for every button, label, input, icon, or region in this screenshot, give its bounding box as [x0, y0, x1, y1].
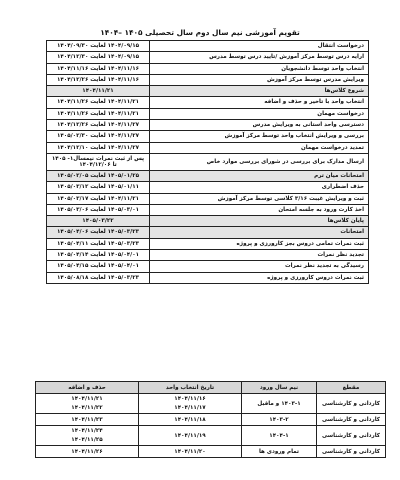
- level-cell: کاردانی و کارشناسی: [317, 394, 386, 414]
- date-cell: ۱۴۰۴/۱۱/۱۶ لغایت ۱۴۰۴/۱۱/۱۶: [47, 63, 150, 74]
- add-drop-cell: [36, 394, 139, 414]
- entry-cell: تمام ورودی ها: [242, 446, 317, 458]
- date-cell: ۱۴۰۵/۰۳/۲۳ لغایت ۱۴۰۵/۰۴/۱۱: [47, 238, 150, 249]
- selection-cell: ۱۴۰۴/۱۱/۲۰: [139, 446, 242, 458]
- activity-cell: ارایه درس توسط مرکز آموزش /تایید درس توسط مدرس: [150, 52, 369, 63]
- activity-cell: ثبت و ویرایش غیبت ۳/۱۶ کلاسی توسط مرکز آموزش: [150, 193, 369, 204]
- entry-cell: ۱۴۰۴-۱: [242, 426, 317, 446]
- table-row: [36, 394, 386, 414]
- calendar-row: [47, 193, 369, 204]
- date-cell: ۱۴۰۵/۰۱/۲۵ لغایت ۱۴۰۵/۰۲/۰۵: [47, 170, 150, 181]
- calendar-row: [47, 170, 369, 181]
- add-drop-date-second: ۱۴۰۴/۱۱/۲۲: [71, 404, 103, 411]
- activity-cell: امتحانات میان ترم: [150, 170, 369, 181]
- calendar-row: [47, 97, 369, 108]
- header-row: [36, 382, 386, 394]
- selection-date-second: ۱۴۰۴/۱۱/۱۷: [174, 404, 206, 411]
- level-cell: کاردانی و کارشناسی: [317, 414, 386, 426]
- calendar-table: [46, 40, 369, 284]
- calendar-row: [47, 261, 369, 272]
- add-drop-cell: ۱۴۰۴/۱۱/۲۶: [36, 446, 139, 458]
- date-cell: ۱۴۰۵/۰۳/۲۲: [47, 216, 150, 227]
- activity-cell: دسترسی واحد استانی به ویرایش مدرس: [150, 120, 369, 131]
- activity-cell: پایان کلاس‌ها: [150, 216, 369, 227]
- calendar-row: [47, 216, 369, 227]
- date-cell: ۱۴۰۵/۰۱/۱۱ لغایت ۱۴۰۵/۰۳/۱۲: [47, 182, 150, 193]
- activity-cell: حذف اضطراری: [150, 182, 369, 193]
- selection-cell: ۱۴۰۴/۱۱/۱۸: [139, 414, 242, 426]
- date-cell: ۱۴۰۵/۰۳/۲۳ لغایت ۱۴۰۵/۰۸/۱۸: [47, 272, 150, 283]
- level-cell: کاردانی و کارشناسی: [317, 426, 386, 446]
- date-cell: ۱۴۰۴/۰۹/۱۵ لغایت ۱۴۰۴/۱۲/۳۰: [47, 52, 150, 63]
- calendar-row: [47, 108, 369, 119]
- activity-cell: رسیدگی به تجدید نظر نمرات: [150, 261, 369, 272]
- calendar-row: [47, 182, 369, 193]
- calendar-row: [47, 204, 369, 215]
- add-drop-date: ۱۴۰۴/۱۱/۲۴: [71, 427, 103, 434]
- calendar-row: [47, 120, 369, 131]
- date-cell: ۱۴۰۵/۰۳/۰۱ لغایت ۱۴۰۵/۰۳/۰۶: [47, 204, 150, 215]
- activity-cell: ارسال مدارک برای بررسی در شورای بررسی موارد خاص: [150, 153, 369, 170]
- activity-cell: تمدید درخواست مهمان: [150, 142, 369, 153]
- header-level: مقطع: [317, 382, 386, 394]
- calendar-row: [47, 250, 369, 261]
- activity-cell: انتخاب واحد توسط دانشجویان: [150, 63, 369, 74]
- activity-cell: اخذ کارت ورود به جلسه امتحان: [150, 204, 369, 215]
- table-row: [36, 426, 386, 446]
- calendar-table-body: [47, 41, 369, 284]
- selection-cell: ۱۴۰۴/۱۱/۱۹: [139, 426, 242, 446]
- calendar-row: [47, 142, 369, 153]
- activity-cell: درخواست مهمان: [150, 108, 369, 119]
- activity-cell: ثبت نمرات دروس کارورزی و پروژه: [150, 272, 369, 283]
- add-drop-cell: ۱۴۰۴/۱۱/۲۳: [36, 414, 139, 426]
- table-row: [36, 446, 386, 458]
- activity-cell: بررسی و ویرایش انتخاب واحد توسط مرکز آموزش: [150, 131, 369, 142]
- calendar-row: [47, 41, 369, 52]
- date-cell: ۱۴۰۴/۱۱/۲۱ لغایت ۱۴۰۴/۱۱/۲۶: [47, 108, 150, 119]
- header-add-drop: حذف و اضافه: [36, 382, 139, 394]
- calendar-row: [47, 272, 369, 283]
- date-cell: ۱۴۰۴/۱۱/۲۷ لغایت ۱۴۰۴/۱۲/۲۶: [47, 120, 150, 131]
- activity-cell: ثبت نمرات تمامی دروس بجز کارورزی و پروژه: [150, 238, 369, 249]
- date-cell: ۱۴۰۴/۱۱/۲۱ لغایت ۱۴۰۵/۰۳/۱۷: [47, 193, 150, 204]
- calendar-row: [47, 86, 369, 97]
- calendar-row: [47, 52, 369, 63]
- selection-cell: [139, 394, 242, 414]
- date-cell: ۱۴۰۴/۱۱/۲۷ لغایت ۱۴۰۴/۱۲/۱۰: [47, 142, 150, 153]
- add-drop-cell: [36, 426, 139, 446]
- date-cell: ۱۴۰۴/۱۱/۲۱ لغایت ۱۴۰۴/۱۱/۲۶: [47, 97, 150, 108]
- date-cell: ۱۴۰۵/۰۴/۰۱ لغایت ۱۴۰۵/۰۴/۱۵: [47, 261, 150, 272]
- add-drop-date-second: ۱۴۰۴/۱۱/۲۵: [71, 436, 103, 443]
- calendar-title: تقویم آموزشی نیم سال دوم سال تحصیلی ۱۴۰۵ –۱۴۰۴: [100, 28, 300, 37]
- calendar-row: [47, 227, 369, 238]
- course-selection-table: [35, 381, 386, 458]
- date-cell: ۱۴۰۴/۱۱/۲۷ لغایت ۱۴۰۵/۰۲/۳۰: [47, 131, 150, 142]
- activity-cell: امتحانات: [150, 227, 369, 238]
- date-cell: ۱۴۰۴/۰۹/۱۵ لغایت ۱۴۰۴/۰۹/۳۰: [47, 41, 150, 52]
- calendar-row: [47, 153, 369, 170]
- entry-cell: ۱۴۰۳-۱ و ماقبل: [242, 394, 317, 414]
- selection-date: ۱۴۰۴/۱۱/۱۶: [174, 395, 206, 402]
- date-cell: ۱۴۰۴/۱۱/۲۱: [47, 86, 150, 97]
- activity-cell: درخواست انتقال: [150, 41, 369, 52]
- header-selection-date: تاریخ انتخاب واحد: [139, 382, 242, 394]
- date-cell: ۱۴۰۵/۰۳/۲۳ لغایت ۱۴۰۵/۰۴/۰۶: [47, 227, 150, 238]
- activity-cell: شروع کلاس‌ها: [150, 86, 369, 97]
- activity-cell: انتخاب واحد با تاخیر و حذف و اضافه: [150, 97, 369, 108]
- date-cell: پس از ثبت نمرات نیمسال۱- ۱۴۰۵ تا ۱۴۰۴/۱۲/۰۶: [47, 153, 150, 170]
- date-cell: ۱۴۰۵/۰۴/۰۱ لغایت ۱۴۰۵/۰۴/۱۴: [47, 250, 150, 261]
- level-cell: کاردانی و کارشناسی: [317, 446, 386, 458]
- calendar-row: [47, 74, 369, 85]
- table-row: [36, 414, 386, 426]
- entry-cell: ۱۴۰۳-۲: [242, 414, 317, 426]
- add-drop-date: ۱۴۰۴/۱۱/۲۱: [71, 395, 103, 402]
- header-entry-term: نیم سال ورود: [242, 382, 317, 394]
- calendar-row: [47, 131, 369, 142]
- calendar-row: [47, 238, 369, 249]
- course-selection-body: [36, 394, 386, 458]
- date-cell: ۱۴۰۴/۱۱/۱۶ لغایت ۱۴۰۴/۱۲/۲۶: [47, 74, 150, 85]
- activity-cell: تجدید نظر نمرات: [150, 250, 369, 261]
- calendar-row: [47, 63, 369, 74]
- activity-cell: ویرایش مدرس توسط مرکز آموزش: [150, 74, 369, 85]
- course-selection-header: [36, 382, 386, 394]
